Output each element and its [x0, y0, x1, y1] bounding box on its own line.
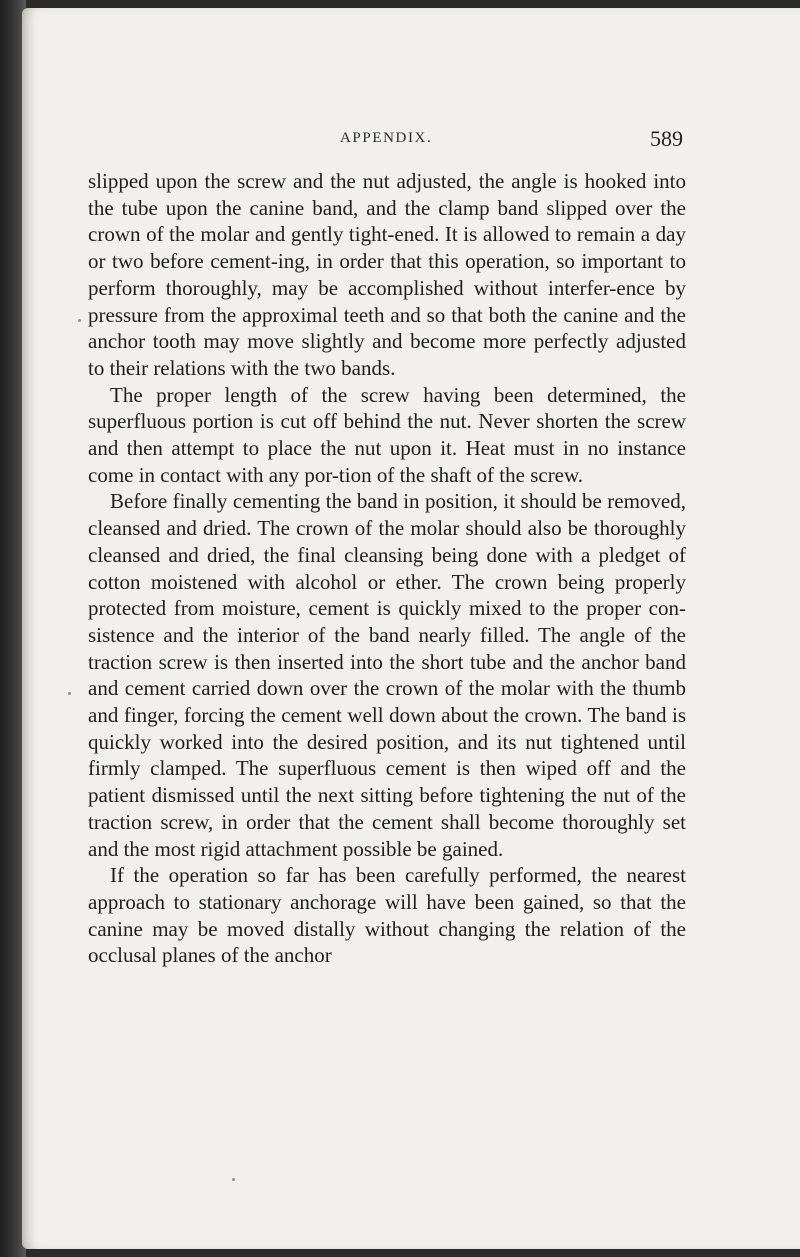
paragraph-4: If the operation so far has been carefully performed, the nearest approach to stationary anchorage will have been gained, so that the canine may be moved distally without changing the relation of the occlusal planes of the anchor: [88, 863, 686, 968]
page-number: 589: [650, 126, 683, 151]
page-header: [22, 126, 800, 156]
scan-speck: [78, 319, 81, 322]
scan-speck: [232, 1178, 235, 1181]
body-text: [88, 168, 686, 969]
paragraph-1: slipped upon the screw and the nut adjusted, the angle is hooked into the tube upon the canine band, and the clamp band slipped over the crown of the molar and gently tight-ened. It is allowed to remain a day or two before cement-ing, in order that this operation, so important to perform thoroughly, may be accomplished without interfer-ence by pressure from the approximal teeth and so that both the canine and the anchor tooth may move slightly and become more perfectly adjusted to their relations with the two bands.: [88, 169, 686, 380]
scan-speck: [68, 692, 71, 695]
book-page: [22, 8, 800, 1249]
running-head: APPENDIX.: [340, 130, 433, 146]
paragraph-3: Before finally cementing the band in position, it should be removed, cleansed and dried. The crown of the molar should also be thoroughly cleansed and dried, the final cleansing being done with a pledget of cotton moistened with alcohol or ether. The crown being properly protected from moisture, cement is quickly mixed to the proper con-sistence and the interior of the band nearly filled. The angle of the traction screw is then inserted into the short tube and the anchor band and cement carried down over the crown of the molar with the thumb and finger, forcing the cement well down about the crown. The band is quickly worked into the desired position, and its nut tightened until firmly clamped. The superfluous cement is then wiped off and the patient dismissed until the next sitting before tightening the nut of the traction screw, in order that the cement shall become thoroughly set and the most rigid attachment possible be gained.: [88, 489, 686, 861]
paragraph-2: The proper length of the screw having been determined, the superfluous portion is cut off behind the nut. Never shorten the screw and then attempt to place the nut upon it. Heat must in no instance come in contact with any por-tion of the shaft of the screw.: [88, 382, 686, 487]
